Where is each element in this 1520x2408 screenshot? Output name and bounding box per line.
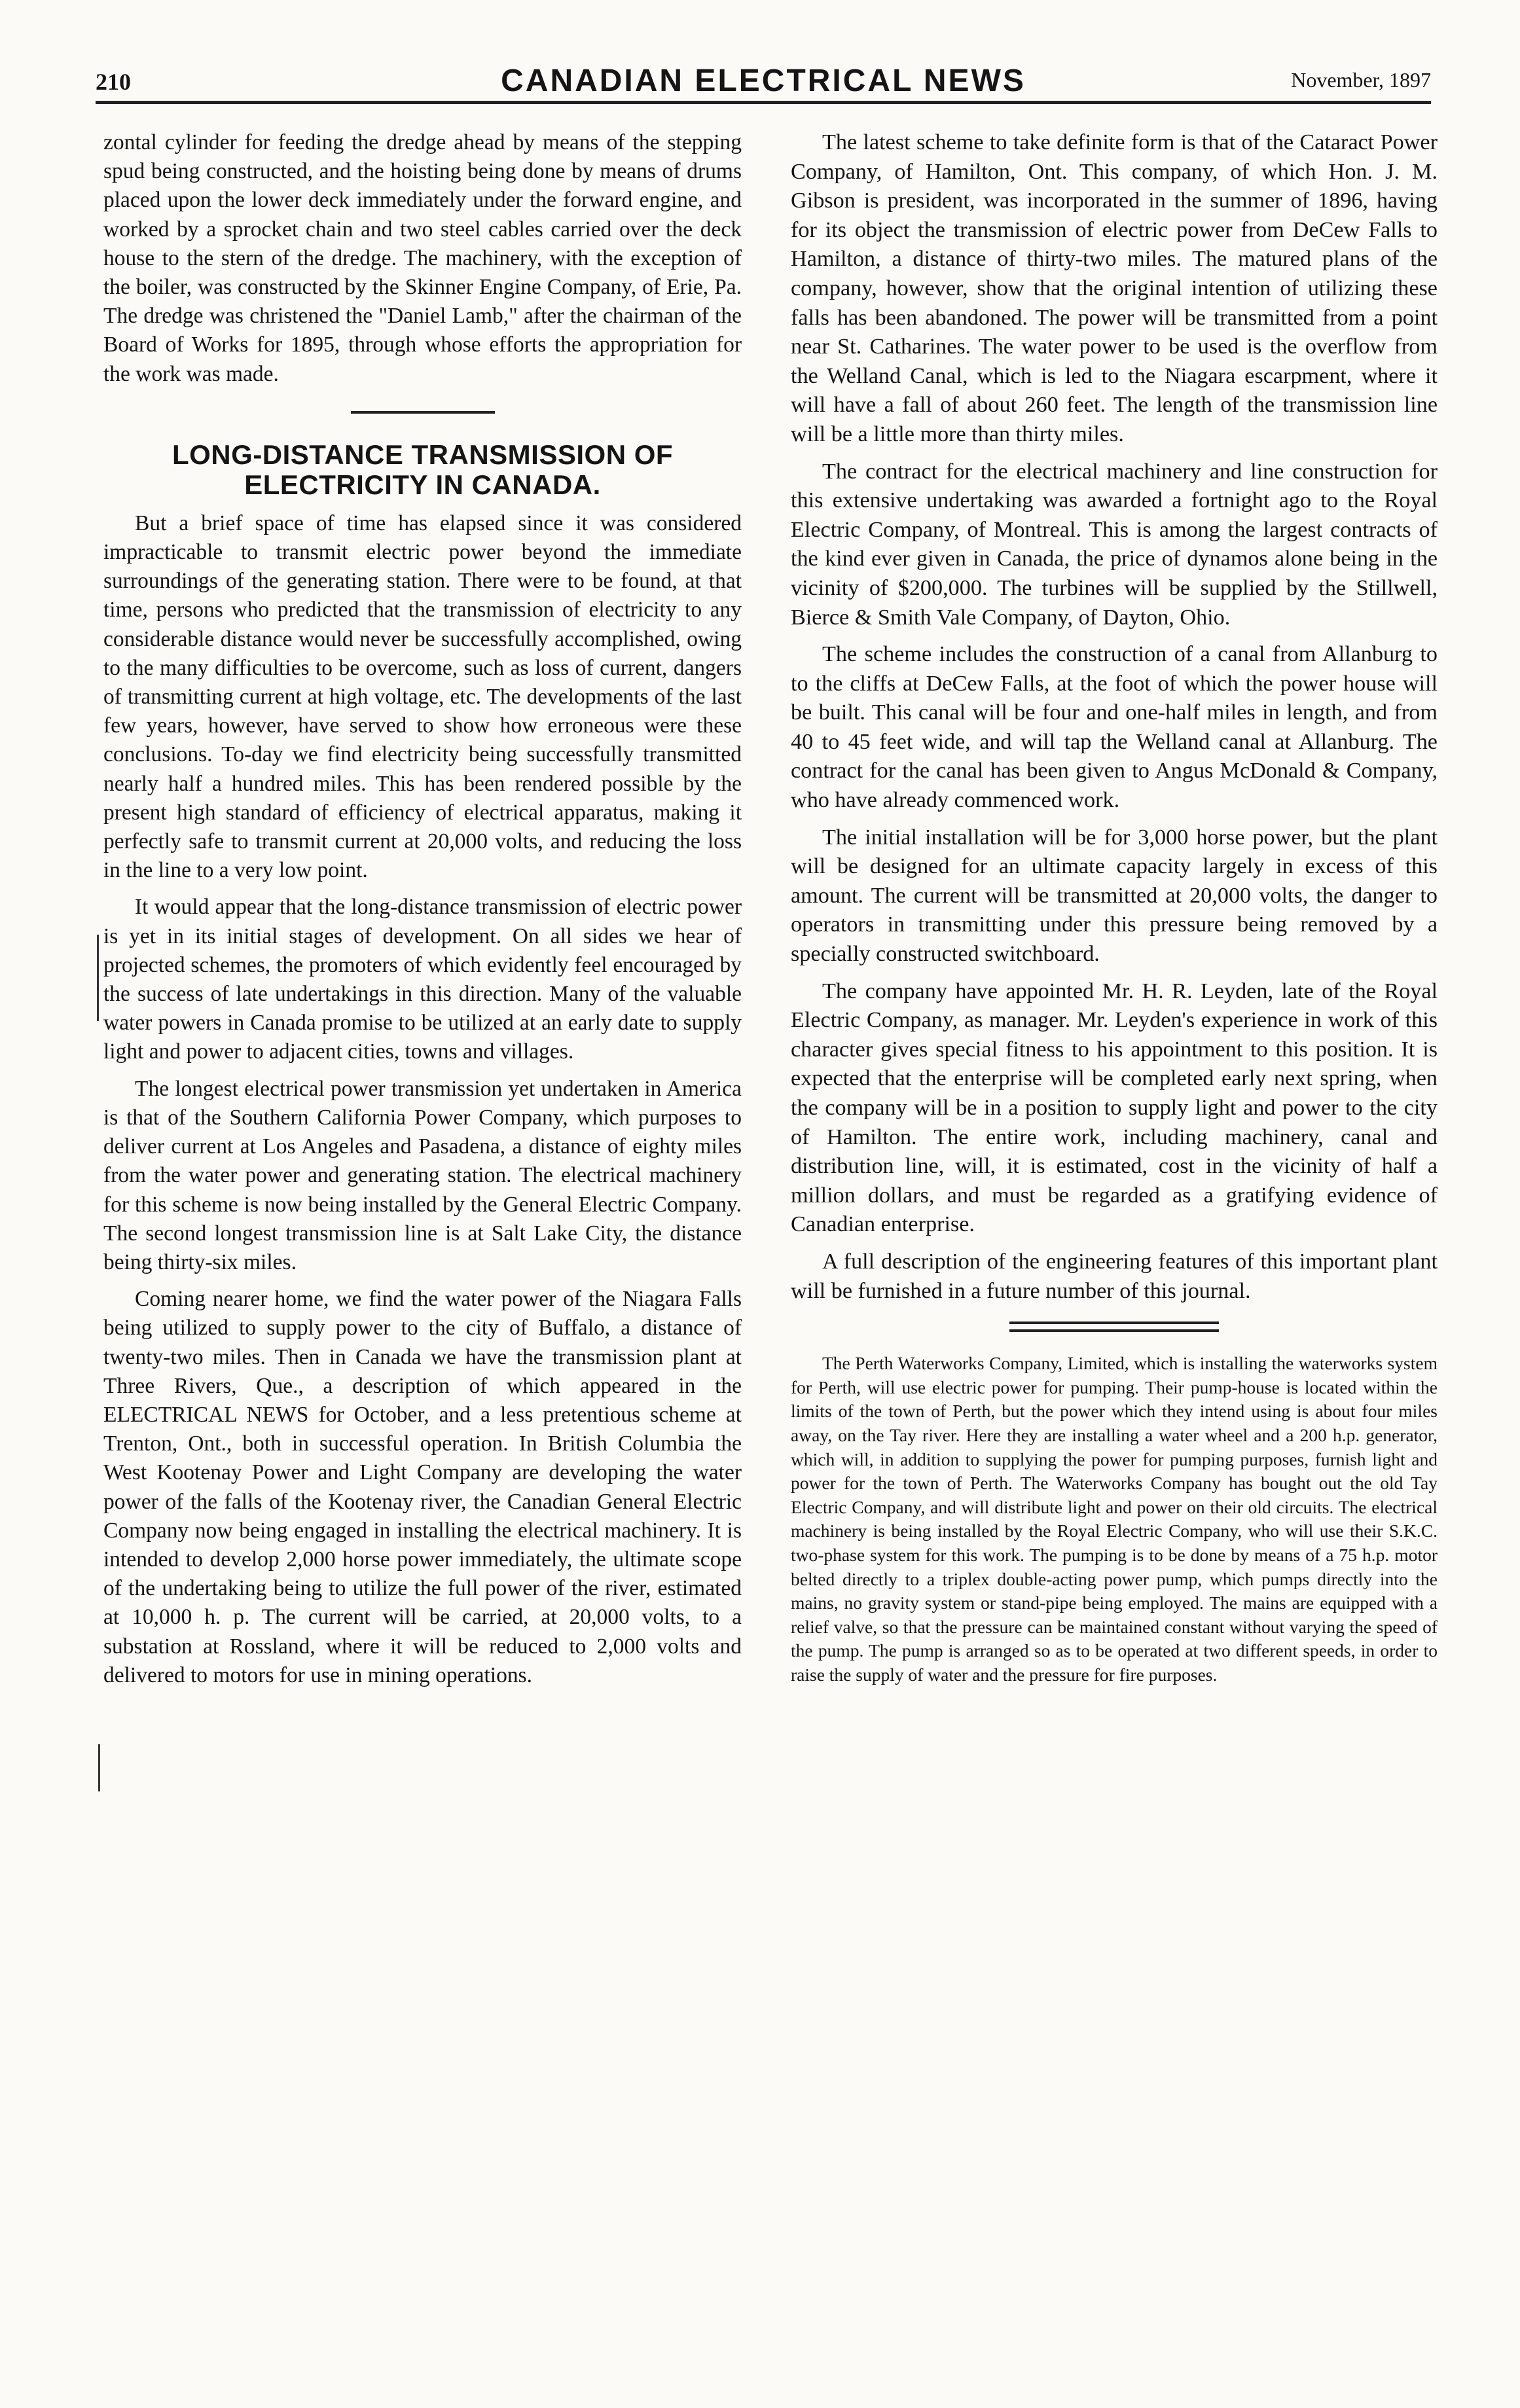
section-divider	[351, 411, 495, 414]
article-paragraph: The longest electrical power transmission yet undertaken in America is that of the Southern California Power Company, which purposes to deliver current at Los Angeles and Pasadena, a distance of eighty miles from the water power and generating station. The electrical machinery for this scheme is now being installed by the General Electric Company. The second longest transmission line is at Salt Lake City, the distance being thirty-six miles.	[103, 1076, 742, 1274]
article-title: LONG-DISTANCE TRANSMISSION OF ELECTRICITY IN CANADA.	[172, 439, 674, 500]
margin-annotation	[97, 935, 99, 1021]
publication-title: CANADIAN ELECTRICAL NEWS	[501, 63, 1026, 98]
article-paragraph: But a brief space of time has elapsed since it was considered impracticable to transmit electric power beyond the immediate surroundings of the generating station. There were to be found, at that time, persons who predicted that the transmission of electricity to any considerable distance would never be successfully accomplished, owing to the many difficulties to be overcome, such as loss of current, dangers of transmitting current at high voltage, etc. The developments of the last few years, however, have served to show how erroneous were these conclusions. To-day we find electricity being successfully transmitted nearly half a hundred miles. This has been rendered possible by the present high standard of efficiency of electrical apparatus, making it perfectly safe to transmit current at 20,000 volts, and reducing the loss in the line to a very low point.	[103, 511, 742, 883]
page-header	[96, 62, 1431, 104]
page-number: 210	[96, 69, 131, 95]
article-paragraph: The initial installation will be for 3,000 horse power, but the plant will be designed for an ultimate capacity largely in excess of this amount. The current will be transmitted at 20,000 volts, the danger to operators in transmitting under this pressure being removed by a specially constructed switchboard.	[791, 825, 1438, 967]
article-paragraph: The contract for the electrical machinery and line construction for this extensive undertaking was awarded a fortnight ago to the Royal Electric Company, of Montreal. This is among the largest contracts of the kind ever given in Canada, the price of dynamos alone being in the vicinity of $200,000. The turbines will be supplied by the Stillwell, Bierce & Smith Vale Company, of Dayton, Ohio.	[791, 459, 1438, 630]
section-divider	[1009, 1321, 1219, 1332]
article-paragraph: It would appear that the long-distance transmission of electric power is yet in its initial stages of development. On all sides we hear of projected schemes, the promoters of which evidently feel encouraged by the success of late undertakings in this direction. Many of the valuable water powers in Canada promise to be utilized at an early date to supply light and power to adjacent cities, towns and villages.	[103, 895, 742, 1064]
article-paragraph: The latest scheme to take definite form is that of the Cataract Power Company, of Hamilton, Ont. This company, of which Hon. J. M. Gibson is president, was incorporated in the summer of 1896, having for its object the transmission of electric power from DeCew Falls to Hamilton, a distance of thirty-two miles. The matured plans of the company, however, show that the original intention of utilizing these falls has been abandoned. The power will be transmitted from a point near St. Catharines. The water power to be used is the overflow from the Welland Canal, which is led to the Niagara escarpment, where it will have a fall of about 260 feet. The length of the transmission line will be a little more than thirty miles.	[791, 130, 1438, 446]
article-paragraph: Coming nearer home, we find the water power of the Niagara Falls being utilized to supply power to the city of Buffalo, a distance of twenty-two miles. Then in Canada we have the transmission plant at Three Rivers, Que., a description of which appeared in the ELECTRICAL NEWS for October, and a less pretentious scheme at Trenton, Ont., both in successful operation. In British Columbia the West Kootenay Power and Light Company are developing the water power of the falls of the Kootenay river, the Canadian General Electric Company now being engaged in installing the electrical machinery. It is intended to develop 2,000 horse power immediately, the ultimate scope of the undertaking being to utilize the full power of the river, estimated at 10,000 h. p. The current will be carried, at 20,000 volts, to a substation at Rossland, where it will be reduced to 2,000 volts and delivered to motors for use in mining operations.	[103, 1287, 742, 1687]
left-column	[103, 128, 742, 1698]
news-note: The Perth Waterworks Company, Limited, which is installing the waterworks system for Perth, will use electric power for pumping. Their pump-house is located within the limits of the town of Perth, but the power which they intend using is about four miles away, on the Tay river. Here they are installing a water wheel and a 200 h.p. generator, which will, in addition to supplying the power for pumping purposes, furnish light and power for the town of Perth. The Waterworks Company has bought out the old Tay Electric Company, and will distribute light and power on their old circuits. The electrical machinery is being installed by the Royal Electric Company, who will use their S.K.C. two-phase system for this work. The pumping is to be done by means of a 75 h.p. motor belted directly to a triplex double-acting power pump, which pumps directly into the mains, no gravity system or stand-pipe being employed. The mains are equipped with a relief valve, so that the pressure can be maintained constant without varying the speed of the pump. The pump is arranged so as to be operated at two different speeds, in order to raise the supply of water and the pressure for fire purposes.	[791, 1353, 1438, 1685]
article-paragraph: The company have appointed Mr. H. R. Leyden, late of the Royal Electric Company, as manager. Mr. Leyden's experience in work of this character gives special fitness to his appointment to this position. It is expected that the enterprise will be completed early next spring, when the company will be in a position to supply light and power to the city of Hamilton. The entire work, including machinery, canal and distribution line, will, it is estimated, cost in the vicinity of half a million dollars, and must be regarded as a gratifying evidence of Canadian enterprise.	[791, 979, 1438, 1237]
issue-date: November, 1897	[1291, 68, 1431, 92]
margin-annotation	[98, 1744, 100, 1791]
dredge-article-paragraph: zontal cylinder for feeding the dredge ahead by means of the stepping spud being constructed, and the hoisting being done by means of drums placed upon the lower deck immediately under the forward engine, and worked by a sprocket chain and two steel cables carried over the deck house to the stern of the dredge. The machinery, with the exception of the boiler, was constructed by the Skinner Engine Company, of Erie, Pa. The dredge was christened the "Daniel Lamb," after the chairman of the Board of Works for 1895, through whose efforts the appropriation for the work was made.	[103, 130, 742, 386]
article-paragraph: A full description of the engineering features of this important plant will be furnished in a future number of this journal.	[791, 1249, 1438, 1303]
article-paragraph: The scheme includes the construction of a canal from Allanburg to to the cliffs at DeCew Falls, at the foot of which the power house will be built. This canal will be four and one-half miles in length, and from 40 to 45 feet wide, and will tap the Welland canal at Allanburg. The contract for the canal has been given to Angus McDonald & Company, who have already commenced work.	[791, 642, 1438, 813]
right-column	[791, 128, 1438, 1695]
